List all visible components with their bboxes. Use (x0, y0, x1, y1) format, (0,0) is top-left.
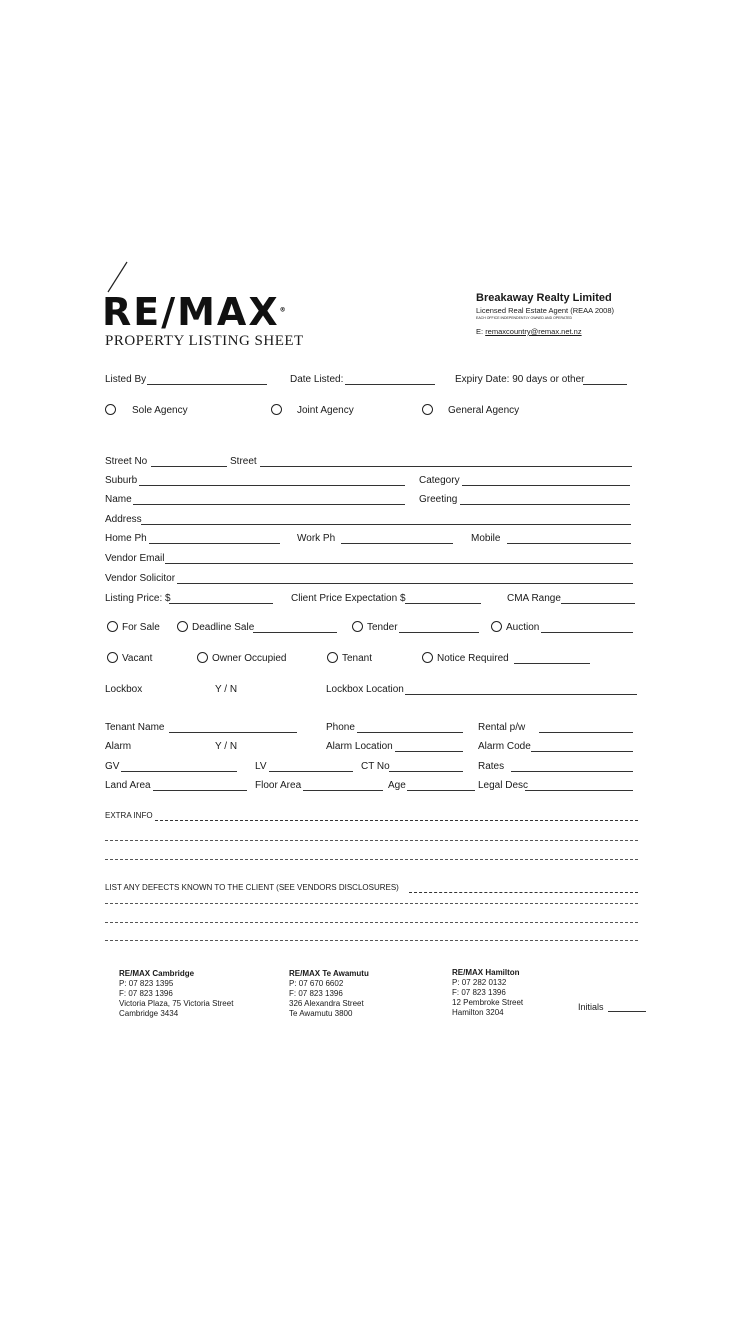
defects-line-4[interactable] (105, 940, 638, 941)
rates-label: Rates (478, 761, 505, 772)
mobile-field[interactable] (507, 543, 631, 544)
lockbox-location-label: Lockbox Location (326, 684, 404, 695)
listed-by-field[interactable] (147, 384, 267, 385)
office-cambridge: RE/MAX Cambridge P: 07 823 1395 F: 07 823 1396 Victoria Plaza, 75 Victoria Street Cambridge 3434 (119, 969, 234, 1018)
home-ph-label: Home Ph (105, 533, 147, 544)
phone-row (105, 532, 635, 546)
owner-occupied-radio[interactable] (197, 652, 208, 663)
deadline-sale-option[interactable]: Deadline Sale (177, 621, 254, 635)
sole-agency-option[interactable]: Sole Agency (105, 404, 188, 418)
client-price-label: Client Price Expectation $ (291, 593, 406, 604)
street-no-field[interactable] (151, 466, 227, 467)
tender-option[interactable]: Tender (352, 621, 398, 635)
extra-info-label: EXTRA INFO (105, 811, 153, 820)
tender-radio[interactable] (352, 621, 363, 632)
date-listed-label: Date Listed: (290, 374, 344, 385)
for-sale-radio[interactable] (107, 621, 118, 632)
vacant-radio[interactable] (107, 652, 118, 663)
vendor-solicitor-label: Vendor Solicitor (105, 573, 176, 584)
notice-required-field[interactable] (514, 663, 590, 664)
suburb-field[interactable] (139, 485, 405, 486)
gv-label: GV (105, 761, 120, 772)
initials-label: Initials (578, 1002, 604, 1012)
legal-desc-field[interactable] (525, 790, 633, 791)
mobile-label: Mobile (471, 533, 501, 544)
expiry-field[interactable] (583, 384, 627, 385)
street-field[interactable] (260, 466, 632, 467)
name-field[interactable] (133, 504, 405, 505)
street-row (105, 455, 635, 469)
expiry-label: Expiry Date: 90 days or other (455, 374, 585, 385)
tenant-radio[interactable] (327, 652, 338, 663)
notice-required-radio[interactable] (422, 652, 433, 663)
extra-info-line-3[interactable] (105, 859, 638, 860)
suburb-row (105, 474, 635, 488)
license-text: Licensed Real Estate Agent (REAA 2008) (476, 306, 615, 315)
suburb-label: Suburb (105, 475, 138, 486)
for-sale-option[interactable]: For Sale (107, 621, 160, 635)
address-field[interactable] (141, 524, 631, 525)
floor-area-label: Floor Area (255, 780, 302, 791)
alarm-location-label: Alarm Location (326, 741, 393, 752)
street-label: Street (230, 456, 257, 467)
joint-agency-option[interactable]: Joint Agency (271, 404, 354, 418)
greeting-label: Greeting (419, 494, 458, 505)
age-label: Age (388, 780, 406, 791)
listing-price-field[interactable] (169, 603, 273, 604)
notice-required-option[interactable]: Notice Required (422, 652, 509, 666)
alarm-code-label: Alarm Code (478, 741, 531, 752)
vendor-solicitor-field[interactable] (177, 583, 633, 584)
cma-range-label: CMA Range (507, 593, 561, 604)
alarm-label: Alarm (105, 741, 132, 752)
street-no-label: Street No (105, 456, 148, 467)
email-line (476, 327, 582, 336)
greeting-field[interactable] (460, 504, 630, 505)
defects-line-2[interactable] (105, 903, 638, 904)
auction-option[interactable]: Auction (491, 621, 539, 635)
lv-label: LV (255, 761, 267, 772)
tenant-name-field[interactable] (169, 732, 297, 733)
defects-field[interactable] (409, 892, 638, 893)
area-row (105, 779, 635, 793)
owner-occupied-option[interactable]: Owner Occupied (197, 652, 286, 666)
remax-logo: RE/MAX® (102, 290, 288, 334)
defects-label: LIST ANY DEFECTS KNOWN TO THE CLIENT (SEE VENDORS DISCLOSURES) (105, 883, 399, 892)
rental-label: Rental p/w (478, 722, 526, 733)
extra-info-line-2[interactable] (105, 840, 638, 841)
name-label: Name (105, 494, 132, 505)
phone-label: Phone (326, 722, 355, 733)
occupancy-row (105, 652, 635, 666)
tenant-row (105, 721, 635, 735)
rates-field[interactable] (511, 771, 633, 772)
vendor-email-field[interactable] (165, 563, 633, 564)
alarm-code-field[interactable] (531, 751, 633, 752)
age-field[interactable] (407, 790, 475, 791)
auction-radio[interactable] (491, 621, 502, 632)
office-te-awamutu: RE/MAX Te Awamutu P: 07 670 6602 F: 07 823 1396 326 Alexandra Street Te Awamutu 3800 (289, 969, 369, 1018)
land-area-label: Land Area (105, 780, 151, 791)
deadline-sale-radio[interactable] (177, 621, 188, 632)
tenant-option[interactable]: Tenant (327, 652, 372, 666)
address-row (105, 513, 635, 527)
alarm-yn[interactable]: Y / N (215, 741, 238, 752)
defects-row (105, 881, 640, 895)
phone-field[interactable] (357, 732, 463, 733)
extra-info-row (105, 809, 640, 823)
initials-field[interactable] (608, 1011, 646, 1012)
agency-row (105, 404, 635, 418)
email-label: E: (476, 327, 484, 336)
extra-info-field[interactable] (155, 820, 638, 821)
vendor-email-row (105, 552, 635, 566)
ct-no-field[interactable] (389, 771, 463, 772)
rental-field[interactable] (539, 732, 633, 733)
client-price-field[interactable] (405, 603, 481, 604)
valuation-row (105, 760, 635, 774)
auction-field[interactable] (541, 632, 633, 633)
joint-agency-radio[interactable] (271, 404, 282, 415)
listed-by-label: Listed By (105, 374, 147, 385)
vacant-option[interactable]: Vacant (107, 652, 152, 666)
lockbox-row (105, 683, 640, 697)
ct-no-label: CT No (361, 761, 390, 772)
lockbox-yn[interactable]: Y / N (215, 684, 238, 695)
address-label: Address (105, 514, 142, 525)
gv-field[interactable] (121, 771, 237, 772)
page-title: PROPERTY LISTING SHEET (105, 333, 304, 349)
vendor-email-label: Vendor Email (105, 553, 165, 564)
name-row (105, 493, 635, 507)
tagline-text: EACH OFFICE INDEPENDENTLY OWNED AND OPERATED (476, 316, 573, 320)
floor-area-field[interactable] (303, 790, 383, 791)
deadline-sale-field[interactable] (253, 632, 337, 633)
initials-row (578, 1000, 648, 1014)
listing-price-label: Listing Price: $ (105, 593, 171, 604)
email-link[interactable]: remaxcountry@remax.net.nz (485, 327, 582, 336)
land-area-field[interactable] (153, 790, 247, 791)
defects-line-3[interactable] (105, 922, 638, 923)
lv-field[interactable] (269, 771, 353, 772)
lockbox-label: Lockbox (105, 684, 143, 695)
category-field[interactable] (462, 485, 630, 486)
sole-agency-radio[interactable] (105, 404, 116, 415)
tenant-name-label: Tenant Name (105, 722, 165, 733)
tender-field[interactable] (399, 632, 479, 633)
listing-row (105, 373, 635, 387)
legal-desc-label: Legal Desc (478, 780, 529, 791)
office-hamilton: RE/MAX Hamilton P: 07 282 0132 F: 07 823 1396 12 Pembroke Street Hamilton 3204 (452, 968, 524, 1017)
work-ph-label: Work Ph (297, 533, 336, 544)
general-agency-radio[interactable] (422, 404, 433, 415)
lockbox-location-field[interactable] (405, 694, 637, 695)
home-ph-field[interactable] (149, 543, 280, 544)
cma-range-field[interactable] (561, 603, 635, 604)
company-name: Breakaway Realty Limited (476, 292, 612, 304)
category-label: Category (419, 475, 460, 486)
price-row (105, 592, 635, 606)
general-agency-option[interactable]: General Agency (422, 404, 519, 418)
sale-type-row (105, 621, 635, 635)
vendor-solicitor-row (105, 572, 635, 586)
alarm-location-field[interactable] (395, 751, 463, 752)
alarm-row (105, 740, 635, 754)
date-listed-field[interactable] (345, 384, 435, 385)
work-ph-field[interactable] (341, 543, 453, 544)
